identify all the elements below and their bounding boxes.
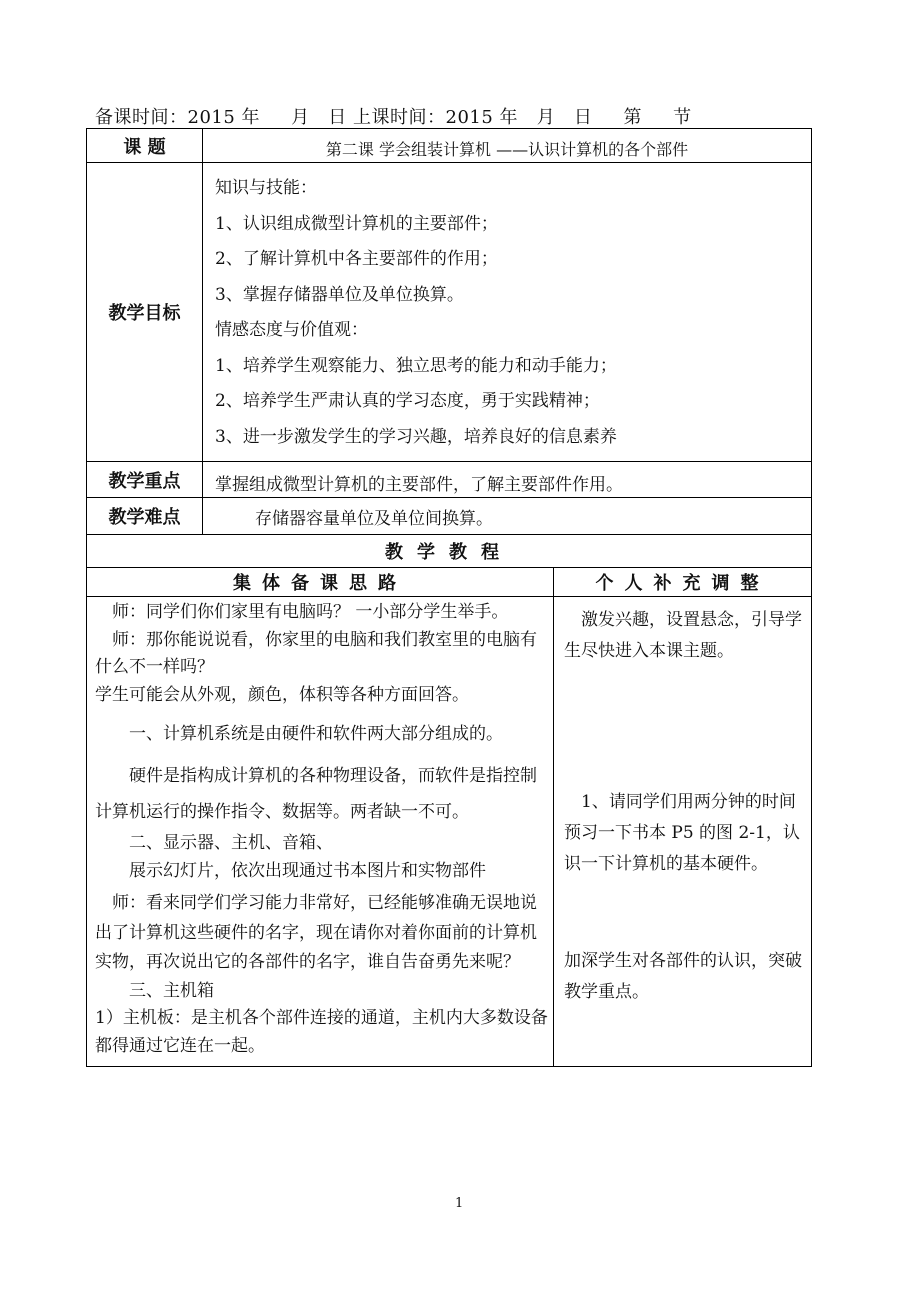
objective-line: 2、了解计算机中各主要部件的作用； [215, 249, 498, 269]
topic-row [87, 129, 812, 163]
paragraph: 加深学生对各部件的认识，突破教学重点。 [564, 951, 802, 1002]
objective-line: 3、进一步激发学生的学习兴趣，培养良好的信息素养 [215, 426, 617, 447]
paragraph: 二、显示器、主机、音箱、 [95, 833, 333, 853]
lesson-plan-table [86, 128, 812, 1067]
objective-line: 1、培养学生观察能力、独立思考的能力和动手能力； [215, 355, 617, 376]
content-row [87, 597, 812, 1067]
column-header-row [87, 568, 812, 597]
objective-line: 知识与技能： [215, 178, 317, 198]
key-point-row [87, 462, 812, 498]
personal-adjust-content [554, 597, 812, 1067]
key-point-label: 教学重点 [87, 462, 203, 498]
page-number: 1 [455, 1196, 464, 1211]
difficulty-label: 教学难点 [87, 498, 203, 535]
paragraph: 学生可能会从外观，颜色，体积等各种方面回答。 [95, 684, 469, 705]
paragraph: 硬件是指构成计算机的各种物理设备，而软件是指控制计算机运行的操作指令、数据等。两者缺一不可。 [95, 766, 537, 822]
paragraph: 师：看来同学们学习能力非常好，已经能够准确无误地说出了计算机这些硬件的名字，现在请你对着你面前的计算机实物，再次说出它的各部件的名字，谁自告奋勇先来呢？ [95, 893, 537, 972]
objective-line: 情感态度与价值观： [215, 320, 368, 340]
paragraph: 师：那你能说说看，你家里的电脑和我们教室里的电脑有什么不一样吗？ [95, 629, 537, 677]
section-title-row [87, 535, 812, 568]
objective-line: 1、认识组成微型计算机的主要部件； [215, 213, 498, 234]
objectives-cell [203, 163, 812, 462]
paragraph: 一、计算机系统是由硬件和软件两大部分组成的。 [95, 724, 503, 744]
section-title: 教学教程 [87, 535, 812, 568]
topic-label: 课 题 [87, 129, 203, 163]
paragraph: 三、主机箱 [95, 980, 214, 1001]
paragraph: 展示幻灯片，依次出现通过书本图片和实物部件 [95, 860, 486, 881]
objectives-label: 教学目标 [87, 163, 203, 462]
objectives-row [87, 163, 812, 462]
paragraph: 激发兴趣，设置悬念，引导学生尽快进入本课主题。 [564, 610, 802, 661]
paragraph: 师：同学们你们家里有电脑吗？ 一小部分学生举手。 [95, 602, 509, 622]
difficulty-row [87, 498, 812, 535]
collective-plan-content [87, 597, 554, 1067]
topic-value: 第二课 学会组装计算机 ——认识计算机的各个部件 [203, 129, 812, 163]
difficulty-value: 存储器容量单位及单位间换算。 [203, 498, 812, 535]
objective-line: 2、培养学生严肃认真的学习态度，勇于实践精神； [215, 391, 600, 411]
key-point-value: 掌握组成微型计算机的主要部件，了解主要部件作用。 [203, 462, 812, 498]
objective-line: 3、掌握存储器单位及单位换算。 [215, 284, 464, 305]
paragraph: 1）主机板：是主机各个部件连接的通道，主机内大多数设备都得通过它连在一起。 [95, 1008, 548, 1056]
collective-plan-header: 集体备课思路 [87, 568, 554, 597]
schedule-header: 备课时间：2015 年 月 日 上课时间：2015 年 月 日 第 节 [95, 107, 692, 128]
paragraph: 1、请同学们用两分钟的时间预习一下书本 P5 的图 2-1，认识一下计算机的基本硬件。 [564, 792, 800, 874]
personal-adjust-header: 个人补充调整 [554, 568, 812, 597]
